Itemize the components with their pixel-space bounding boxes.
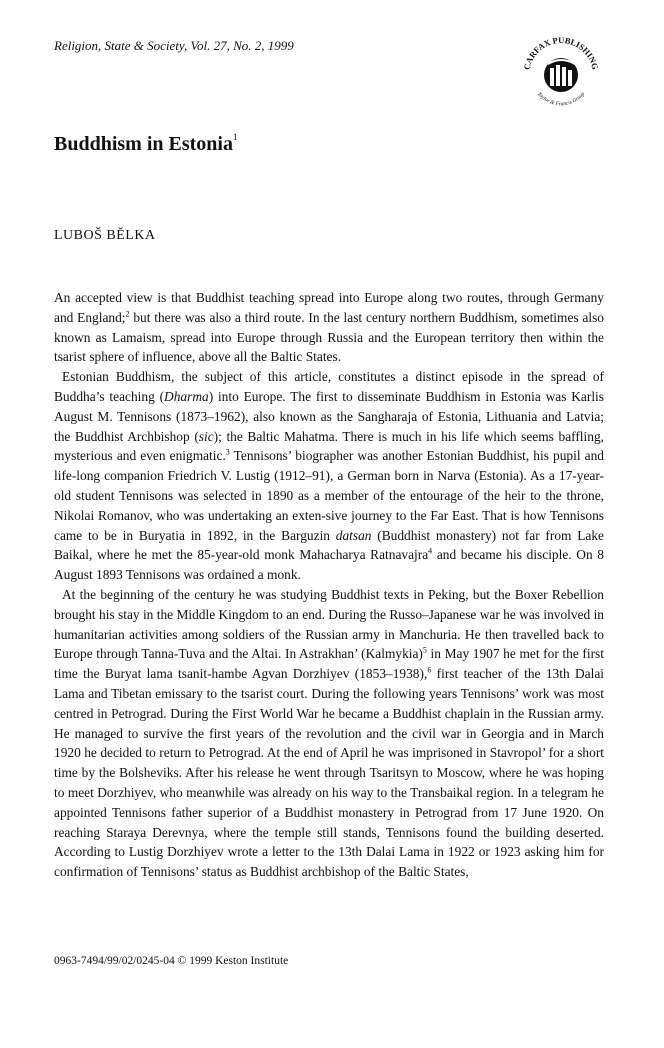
logo-top-text: CARFAX PUBLISHING — [521, 34, 601, 71]
footnote-marker-5: 5 — [422, 645, 427, 655]
svg-text:Taylor & Francis Group — [536, 91, 586, 107]
p2-italic-dharma: Dharma — [164, 388, 209, 404]
p2-text-5: (Buddhist monastery) not far from Lake Baikal, where he met the 85-year-old monk Mahacharya Ratnavajra — [54, 527, 604, 563]
title-footnote-marker: 1 — [232, 132, 238, 143]
journal-citation: Religion, State & Society, Vol. 27, No. 2, 1999 — [54, 38, 294, 53]
p3-text-1: At the beginning of the century he was studying Buddhist texts in Peking, but the Boxer Rebellion brought his stay in the Middle Kingdom to an end. During the Russo–Japanese war he was involved in humanitarian activities among soldiers of the Russian army in Manchuria. He then travelled back to Europe through Tanna-Tuva and the Altai. In Astrakhan’ (Kalmykia) — [54, 586, 604, 662]
p2-text-2: ) into Europe. The first to disseminate Buddhism in Estonia was Karlis August M. Tennisons (1873–1962), also known as the Sangharaja of Estonia, Lithuania and Latvia; the Buddhist Archbishop ( — [54, 388, 604, 444]
article-title — [54, 133, 237, 156]
footnote-marker-3: 3 — [225, 447, 230, 457]
paragraph-3 — [54, 585, 604, 882]
footnote-marker-4: 4 — [428, 546, 433, 556]
copyright-footer: 0963-7494/99/02/0245-04 © 1999 Keston Institute — [54, 955, 289, 967]
p1-text-2: but there was also a third route. In the last century northern Buddhism, sometimes also known as Lamaism, spread into Europe through Russia and the European territory then within the tsarist sphere of influence, above all the Baltic States. — [54, 309, 604, 365]
p2-italic-sic: sic — [198, 428, 214, 444]
p2-text-3: ); the Baltic Mahatma. There is much in his life which seems baffling, mysterious and even enigmatic. — [54, 428, 604, 464]
carfax-logo-icon — [520, 34, 602, 116]
p2-text-1: Estonian Buddhism, the subject of this article, constitutes a distinct episode in the spread of Buddha’s teaching ( — [54, 369, 604, 404]
p2-text-4: Tennisons’ biographer was another Estonian Buddhist, his pupil and life-long companion Friedrich V. Lustig (1912–91), a German born in Narva (Estonia). As a 17-year-old student Tennisons was selected in 1890 as a member of the entourage of the heir to the throne, Nikolai Romanov, who was undertaking an exten-sive journey to the Far East. That is how Tennisons came to be in Buryatia in 1892, in the Barguzin — [54, 448, 604, 543]
article-title-text: Buddhism in Estonia — [54, 133, 233, 155]
article-body — [54, 288, 604, 882]
paragraph-2 — [54, 367, 604, 585]
author-name: LUBOŠ BĚLKA — [54, 228, 156, 243]
paragraph-1 — [54, 288, 604, 367]
footnote-marker-2: 2 — [125, 309, 130, 319]
p2-italic-datsan: datsan — [335, 527, 372, 543]
logo-bottom-text: Taylor & Francis Group — [535, 91, 587, 108]
p3-text-3: first teacher of the 13th Dalai Lama and Tibetan emissary to the tsarist court. During the following years Tennisons’ work was most centred in Petrograd. During the First World War he became a Buddhist chaplain in the Russian army. He managed to survive the first years of the revolution and the civil war in Georgia and in March 1920 he decided to return to Petrograd. At the end of April he was imprisoned in Stavropol’ for a short time by the Bolsheviks. After his release he went through Tsaritsyn to Moscow, where he was hoping to meet Dorzhiyev, who meanwhile was already on his way to the Transbaikal region. In a telegram he appointed Tennisons father superior of a Buddhist monastery in Petrograd from 17 June 1920. On reaching Staraya Derevnya, where the temple still stands, Tennisons found the building deserted. According to Lustig Dorzhiyev wrote a letter to the 13th Dalai Lama in 1922 or 1923 asking him for confirmation of Tennisons’ status as Buddhist archbishop of the Baltic States, — [54, 666, 604, 880]
p1-text-1: An accepted view is that Buddhist teaching spread into Europe along two routes, through Germany and England; — [54, 290, 604, 325]
footnote-marker-6: 6 — [427, 665, 432, 675]
p2-text-6: and became his disciple. On 8 August 1893 Tennisons was ordained a monk. — [54, 547, 604, 583]
p3-text-2: in May 1907 he met for the first time the Buryat lama tsanit-hambe Agvan Dorzhiyev (1853–1938), — [54, 646, 604, 682]
